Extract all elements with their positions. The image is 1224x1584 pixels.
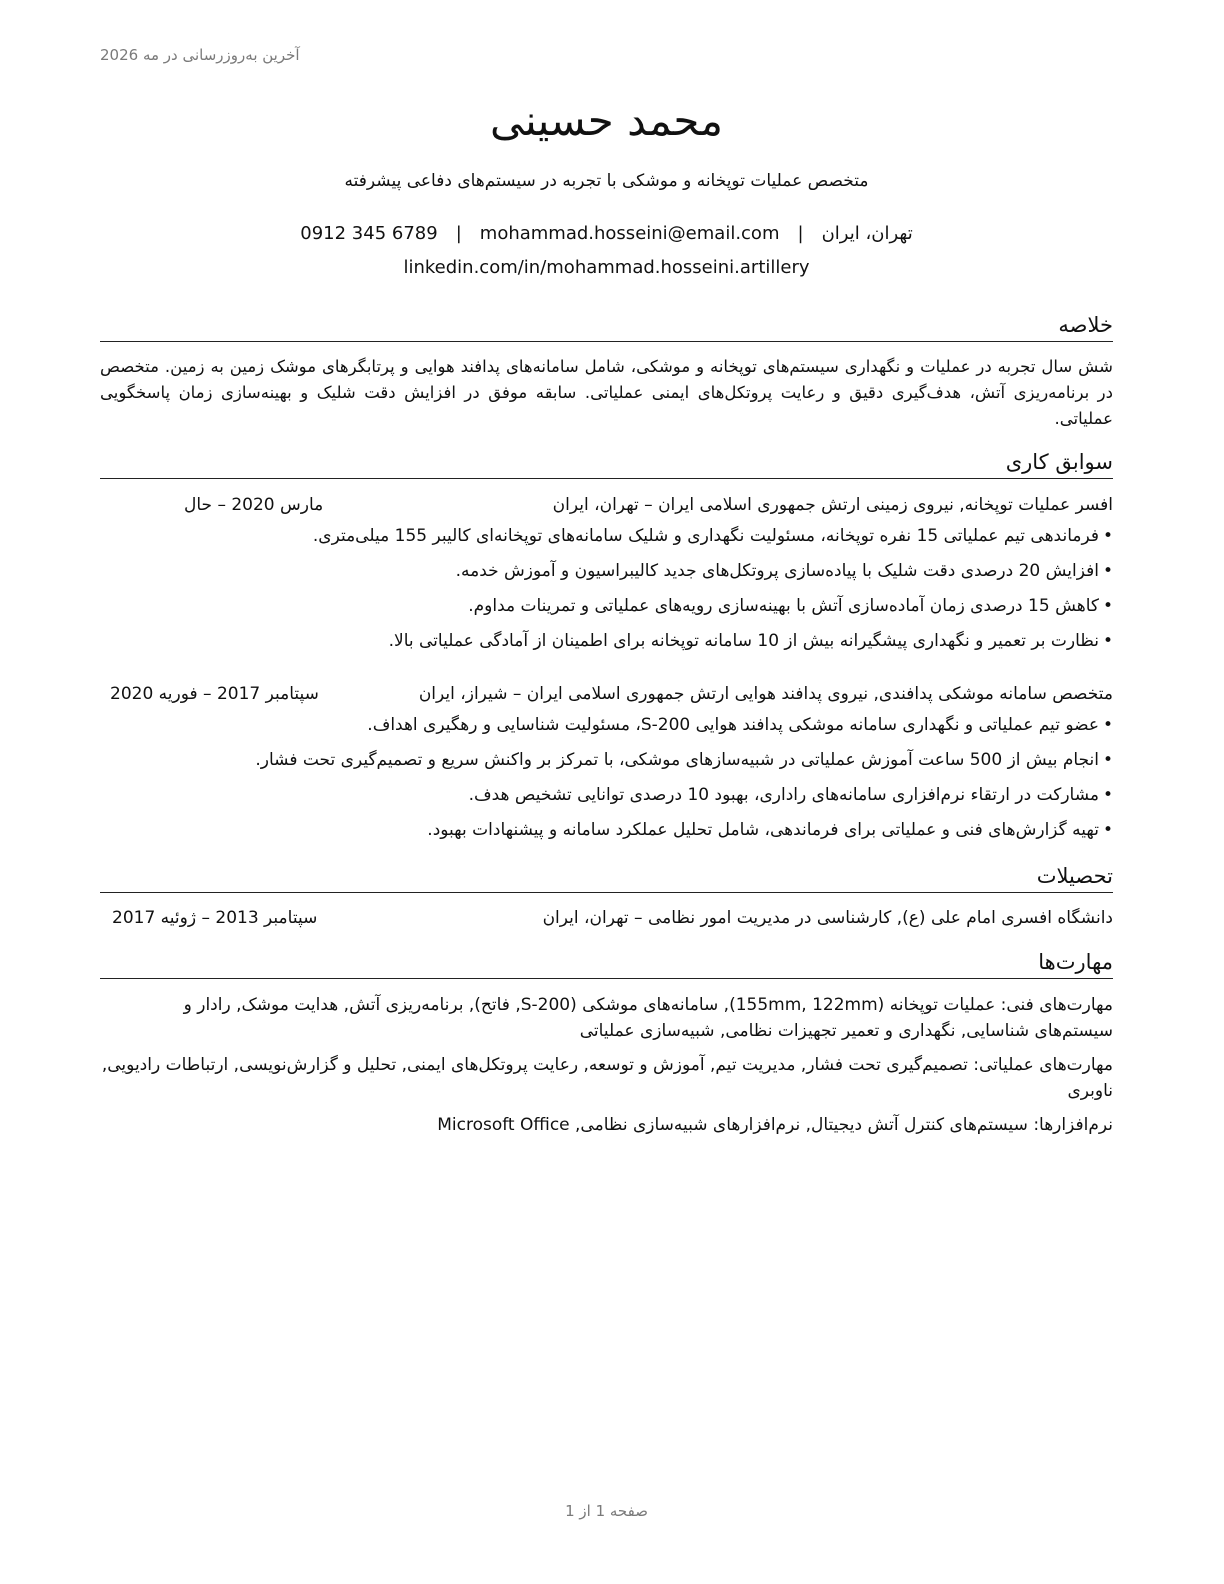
job-bullet	[100, 594, 1113, 618]
job-bullet	[100, 629, 1113, 653]
contact-separator: |	[797, 223, 804, 244]
section-title-summary: خلاصه	[100, 311, 1113, 342]
contact-phone: 0912 345 6789	[300, 223, 438, 244]
last-updated-note: آخرین به‌روزرسانی در مه 2026	[100, 46, 300, 64]
job-title: افسر عملیات توپخانه, نیروی زمینی ارتش جمهوری اسلامی ایران – تهران، ایران	[552, 495, 1113, 515]
bullet-glyph: •	[1102, 526, 1113, 546]
education-title: دانشگاه افسری امام علی (ع), کارشناسی در مدیریت امور نظامی – تهران، ایران	[542, 908, 1113, 928]
job-bullet	[100, 559, 1113, 583]
contact-separator: |	[455, 223, 462, 244]
job-bullet	[100, 783, 1113, 807]
job-bullet	[100, 818, 1113, 842]
job-title: متخصص سامانه موشکی پدافندی, نیروی پدافند هوایی ارتش جمهوری اسلامی ایران – شیراز، ایران	[418, 684, 1113, 704]
job-dates: مارس 2020 – حال	[184, 495, 324, 515]
job-bullet-text: کاهش 15 درصدی زمان آماده‌سازی آتش با بهینه‌سازی رویه‌های عملیاتی و تمرینات مداوم.	[468, 596, 1099, 616]
job-bullet	[100, 713, 1113, 737]
job-bullet-text: نظارت بر تعمیر و نگهداری پیشگیرانه بیش از 10 سامانه توپخانه برای اطمینان از آمادگی عملیاتی بالا.	[388, 631, 1099, 651]
contact-line	[100, 223, 1113, 244]
bullet-glyph: •	[1102, 596, 1113, 616]
job-bullet-text: تهیه گزارش‌های فنی و عملیاتی برای فرماندهی، شامل تحلیل عملکرد سامانه و پیشنهادات بهبود.	[427, 820, 1099, 840]
summary-text: شش سال تجربه در عملیات و نگهداری سیستم‌های توپخانه و موشکی، شامل سامانه‌های پدافند هوایی و پرتابگرهای موشک زمین به زمین. متخصص در برنامه‌ریزی آتش، هدف‌گیری دقیق و رعایت پروتکل‌های ایمنی عملیاتی. سابقه موفق در افزایش دقت شلیک و بهینه‌سازی زمان پاسخگویی عملیاتی.	[100, 357, 1113, 428]
education-dates: سپتامبر 2013 – ژوئیه 2017	[112, 908, 318, 928]
resume-page	[100, 0, 1113, 1584]
bullet-glyph: •	[1102, 820, 1113, 840]
skills-operational: مهارت‌های عملیاتی: تصمیم‌گیری تحت فشار, مدیریت تیم, آموزش و توسعه, رعایت پروتکل‌های ایمنی, تحلیل و گزارش‌نویسی, ارتباطات رادیویی, ناوبری	[101, 1055, 1113, 1101]
bullet-glyph: •	[1102, 750, 1113, 770]
contact-email[interactable]: mohammad.hosseini@email.com	[479, 223, 780, 244]
page-number: صفحه 1 از 1	[565, 1502, 648, 1520]
bullet-glyph: •	[1102, 561, 1113, 581]
section-title-skills: مهارت‌ها	[100, 948, 1113, 979]
job-bullet-text: انجام بیش از 500 ساعت آموزش عملیاتی در شبیه‌سازهای موشکی، با تمرکز بر واکنش سریع و تصمیم‌گیری تحت فشار.	[255, 750, 1099, 770]
bullet-glyph: •	[1102, 785, 1113, 805]
bullet-glyph: •	[1102, 715, 1113, 735]
candidate-headline: متخصص عملیات توپخانه و موشکی با تجربه در سیستم‌های دفاعی پیشرفته	[344, 171, 869, 191]
bullet-glyph: •	[1102, 631, 1113, 651]
skills-software: نرم‌افزارها: سیستم‌های کنترل آتش دیجیتال, نرم‌افزارهای شبیه‌سازی نظامی, Microsoft Office	[437, 1115, 1113, 1135]
skills-technical: مهارت‌های فنی: عملیات توپخانه (155mm, 122mm), سامانه‌های موشکی (S-200, فاتح), برنامه‌ریزی آتش, هدایت موشک, رادار و سیستم‌های شناسایی, نگهداری و تعمیر تجهیزات نظامی, شبیه‌سازی عملیاتی	[183, 995, 1113, 1041]
contact-location: تهران، ایران	[821, 223, 913, 244]
job-bullet	[100, 748, 1113, 772]
linkedin-link[interactable]: linkedin.com/in/mohammad.hosseini.artillery	[403, 257, 810, 278]
job-dates: سپتامبر 2017 – فوریه 2020	[110, 684, 319, 704]
job-bullet-text: فرماندهی تیم عملیاتی 15 نفره توپخانه، مسئولیت نگهداری و شلیک سامانه‌های توپخانه‌ای کالیبر 155 میلی‌متری.	[312, 526, 1099, 546]
section-title-education: تحصیلات	[100, 862, 1113, 893]
job-bullet	[100, 524, 1113, 548]
job-bullet-text: افزایش 20 درصدی دقت شلیک با پیاده‌سازی پروتکل‌های جدید کالیبراسیون و آموزش خدمه.	[455, 561, 1099, 581]
job-bullet-text: عضو تیم عملیاتی و نگهداری سامانه موشکی پدافند هوایی S-200، مسئولیت شناسایی و رهگیری اهداف.	[367, 715, 1099, 735]
candidate-name: محمد حسینی	[489, 96, 724, 145]
section-title-experience: سوابق کاری	[100, 448, 1113, 479]
job-bullet-text: مشارکت در ارتقاء نرم‌افزاری سامانه‌های راداری، بهبود 10 درصدی توانایی تشخیص هدف.	[468, 785, 1099, 805]
